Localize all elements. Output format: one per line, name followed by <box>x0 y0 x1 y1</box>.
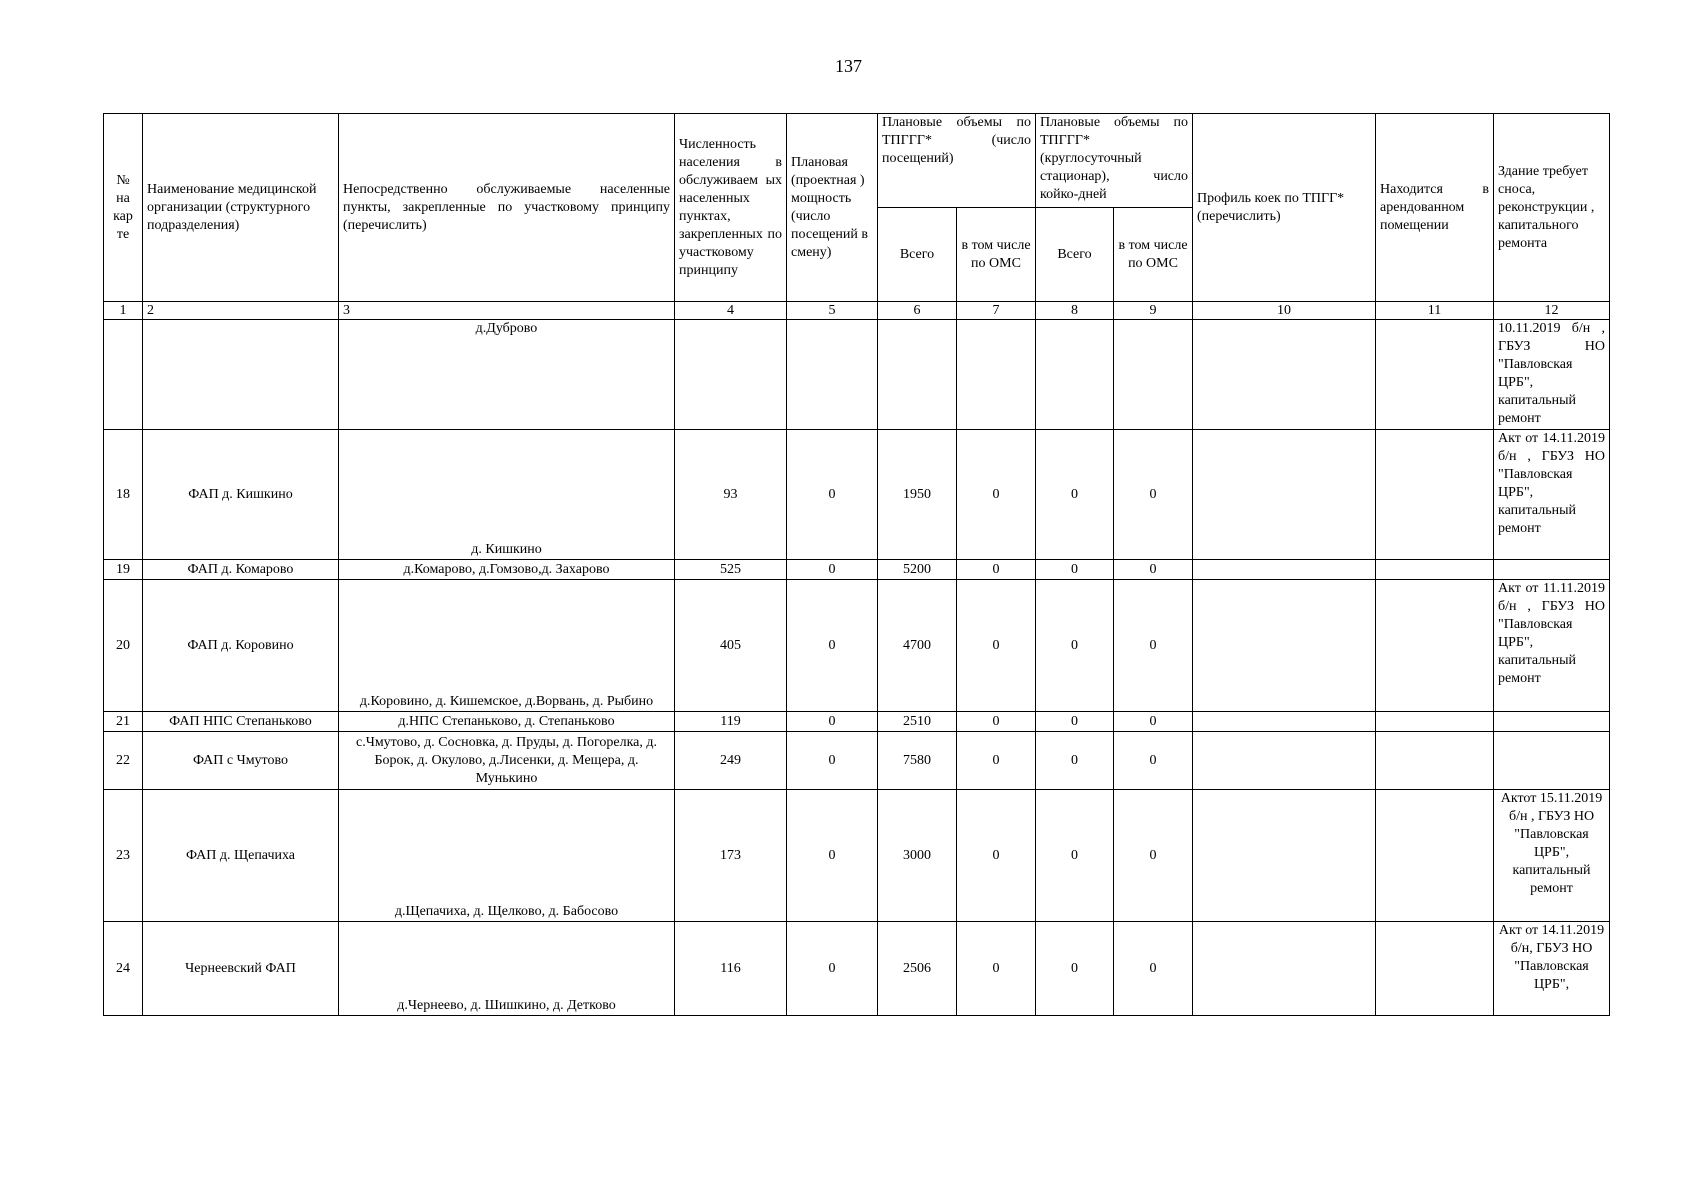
row-beds-oms <box>1114 320 1193 430</box>
row-organization: ФАП д. Кишкино <box>143 430 339 560</box>
row-number: 20 <box>104 580 143 712</box>
row-number: 23 <box>104 790 143 922</box>
row-bed-profile <box>1193 430 1376 560</box>
row-bed-profile <box>1193 560 1376 580</box>
row-beds-oms: 0 <box>1114 580 1193 712</box>
row-population: 173 <box>675 790 787 922</box>
row-capacity: 0 <box>787 790 878 922</box>
column-number-row <box>104 302 1610 320</box>
row-beds-total: 0 <box>1036 790 1114 922</box>
row-capacity: 0 <box>787 922 878 1016</box>
column-number: 11 <box>1376 302 1494 320</box>
row-capacity <box>787 320 878 430</box>
row-settlements: с.Чмутово, д. Сосновка, д. Пруды, д. Погорелка, д. Борок, д. Окулово, д.Лисенки, д. Мещера, д. Мунькино <box>339 732 675 790</box>
column-number: 1 <box>104 302 143 320</box>
row-organization: ФАП д. Щепачиха <box>143 790 339 922</box>
row-rented <box>1376 732 1494 790</box>
row-visits-oms: 0 <box>957 430 1036 560</box>
row-visits-oms: 0 <box>957 580 1036 712</box>
table-row <box>104 922 1610 1016</box>
row-settlements: д.Чернеево, д. Шишкино, д. Детково <box>339 922 675 1016</box>
column-number: 7 <box>957 302 1036 320</box>
header-building-condition: Здание требует сноса, реконструкции , капитального ремонта <box>1494 114 1610 302</box>
row-visits-oms: 0 <box>957 790 1036 922</box>
row-bed-profile <box>1193 580 1376 712</box>
row-organization: Чернеевский ФАП <box>143 922 339 1016</box>
table-row <box>104 430 1610 560</box>
row-beds-oms: 0 <box>1114 790 1193 922</box>
row-organization: ФАП д. Коровино <box>143 580 339 712</box>
row-number <box>104 320 143 430</box>
row-bed-profile <box>1193 320 1376 430</box>
row-visits-oms <box>957 320 1036 430</box>
header-row-top <box>104 114 1610 208</box>
header-visits-oms: в том числе по ОМС <box>957 208 1036 302</box>
row-building-note <box>1494 732 1610 790</box>
header-visits-total: Всего <box>878 208 957 302</box>
header-organization: Наименование медицинской организации (структурного подразделения) <box>143 114 339 302</box>
row-rented <box>1376 712 1494 732</box>
table-row <box>104 732 1610 790</box>
header-bed-profile: Профиль коек по ТПГГ* (перечислить) <box>1193 114 1376 302</box>
row-number: 24 <box>104 922 143 1016</box>
row-visits-total: 1950 <box>878 430 957 560</box>
row-settlements: д.Дуброво <box>339 320 675 430</box>
row-building-note: Акт от 14.11.2019 б/н, ГБУЗ НО "Павловская ЦРБ", <box>1494 922 1610 1016</box>
row-number: 21 <box>104 712 143 732</box>
row-beds-total: 0 <box>1036 430 1114 560</box>
column-number: 10 <box>1193 302 1376 320</box>
row-building-note: Актот 15.11.2019 б/н , ГБУЗ НО "Павловская ЦРБ", капитальный ремонт <box>1494 790 1610 922</box>
row-beds-total <box>1036 320 1114 430</box>
row-capacity: 0 <box>787 560 878 580</box>
row-population: 249 <box>675 732 787 790</box>
header-beds-total: Всего <box>1036 208 1114 302</box>
row-settlements: д.Комарово, д.Гомзово,д. Захарово <box>339 560 675 580</box>
header-settlements: Непосредственно обслуживаемые населенные пункты, закрепленные по участковому принципу (перечислить) <box>339 114 675 302</box>
row-building-note: Акт от 14.11.2019 б/н , ГБУЗ НО "Павловская ЦРБ", капитальный ремонт <box>1494 430 1610 560</box>
row-beds-oms: 0 <box>1114 732 1193 790</box>
row-rented <box>1376 430 1494 560</box>
row-capacity: 0 <box>787 712 878 732</box>
row-settlements: д. Кишкино <box>339 430 675 560</box>
page-number: 137 <box>835 56 862 76</box>
row-population: 525 <box>675 560 787 580</box>
column-number: 5 <box>787 302 878 320</box>
column-number: 2 <box>143 302 339 320</box>
row-beds-oms: 0 <box>1114 922 1193 1016</box>
row-bed-profile <box>1193 922 1376 1016</box>
row-settlements: д.Щепачиха, д. Щелково, д. Бабосово <box>339 790 675 922</box>
column-number: 4 <box>675 302 787 320</box>
table-row <box>104 712 1610 732</box>
row-rented <box>1376 560 1494 580</box>
row-capacity: 0 <box>787 580 878 712</box>
row-visits-oms: 0 <box>957 712 1036 732</box>
row-settlements: д.НПС Степаньково, д. Степаньково <box>339 712 675 732</box>
row-organization: ФАП с Чмутово <box>143 732 339 790</box>
row-building-note: 10.11.2019 б/н , ГБУЗ НО "Павловская ЦРБ", капитальный ремонт <box>1494 320 1610 430</box>
row-capacity: 0 <box>787 430 878 560</box>
column-number: 3 <box>339 302 675 320</box>
header-capacity: Плановая (проектная ) мощность (число посещений в смену) <box>787 114 878 302</box>
header-beds-oms: в том числе по ОМС <box>1114 208 1193 302</box>
row-organization: ФАП д. Комарово <box>143 560 339 580</box>
row-beds-oms: 0 <box>1114 560 1193 580</box>
row-beds-oms: 0 <box>1114 712 1193 732</box>
column-number: 12 <box>1494 302 1610 320</box>
row-visits-total: 5200 <box>878 560 957 580</box>
header-visit-volumes: Плановые объемы по ТПГГГ* (число посещений) <box>878 114 1036 208</box>
row-building-note <box>1494 712 1610 732</box>
header-bed-volumes: Плановые объемы по ТПГГГ* (круглосуточный стационар), число койко-дней <box>1036 114 1193 208</box>
row-population <box>675 320 787 430</box>
column-number: 9 <box>1114 302 1193 320</box>
row-rented <box>1376 320 1494 430</box>
column-number: 6 <box>878 302 957 320</box>
row-beds-total: 0 <box>1036 712 1114 732</box>
row-building-note <box>1494 560 1610 580</box>
header-map-number: № на кар те <box>104 114 143 302</box>
row-visits-oms: 0 <box>957 922 1036 1016</box>
row-visits-total <box>878 320 957 430</box>
row-visits-total: 3000 <box>878 790 957 922</box>
row-rented <box>1376 790 1494 922</box>
row-population: 405 <box>675 580 787 712</box>
table-row <box>104 790 1610 922</box>
row-visits-oms: 0 <box>957 560 1036 580</box>
row-visits-total: 4700 <box>878 580 957 712</box>
row-capacity: 0 <box>787 732 878 790</box>
row-visits-oms: 0 <box>957 732 1036 790</box>
row-organization <box>143 320 339 430</box>
row-bed-profile <box>1193 790 1376 922</box>
row-beds-total: 0 <box>1036 922 1114 1016</box>
row-population: 93 <box>675 430 787 560</box>
row-number: 19 <box>104 560 143 580</box>
row-population: 119 <box>675 712 787 732</box>
column-number: 8 <box>1036 302 1114 320</box>
row-beds-total: 0 <box>1036 732 1114 790</box>
row-number: 18 <box>104 430 143 560</box>
table-row <box>104 560 1610 580</box>
row-rented <box>1376 922 1494 1016</box>
header-rented: Находится в арендованном помещении <box>1376 114 1494 302</box>
row-beds-total: 0 <box>1036 580 1114 712</box>
row-bed-profile <box>1193 712 1376 732</box>
row-beds-oms: 0 <box>1114 430 1193 560</box>
row-number: 22 <box>104 732 143 790</box>
table-row <box>104 580 1610 712</box>
row-visits-total: 7580 <box>878 732 957 790</box>
header-population: Численность населения в обслуживаем ых населенных пунктах, закрепленных по участковому принципу <box>675 114 787 302</box>
row-visits-total: 2506 <box>878 922 957 1016</box>
row-population: 116 <box>675 922 787 1016</box>
table-row <box>104 320 1610 430</box>
facilities-table <box>103 113 1610 1016</box>
row-bed-profile <box>1193 732 1376 790</box>
row-rented <box>1376 580 1494 712</box>
row-settlements: д.Коровино, д. Кишемское, д.Ворвань, д. Рыбино <box>339 580 675 712</box>
row-organization: ФАП НПС Степаньково <box>143 712 339 732</box>
row-visits-total: 2510 <box>878 712 957 732</box>
row-beds-total: 0 <box>1036 560 1114 580</box>
row-building-note: Акт от 11.11.2019 б/н , ГБУЗ НО "Павловская ЦРБ", капитальный ремонт <box>1494 580 1610 712</box>
